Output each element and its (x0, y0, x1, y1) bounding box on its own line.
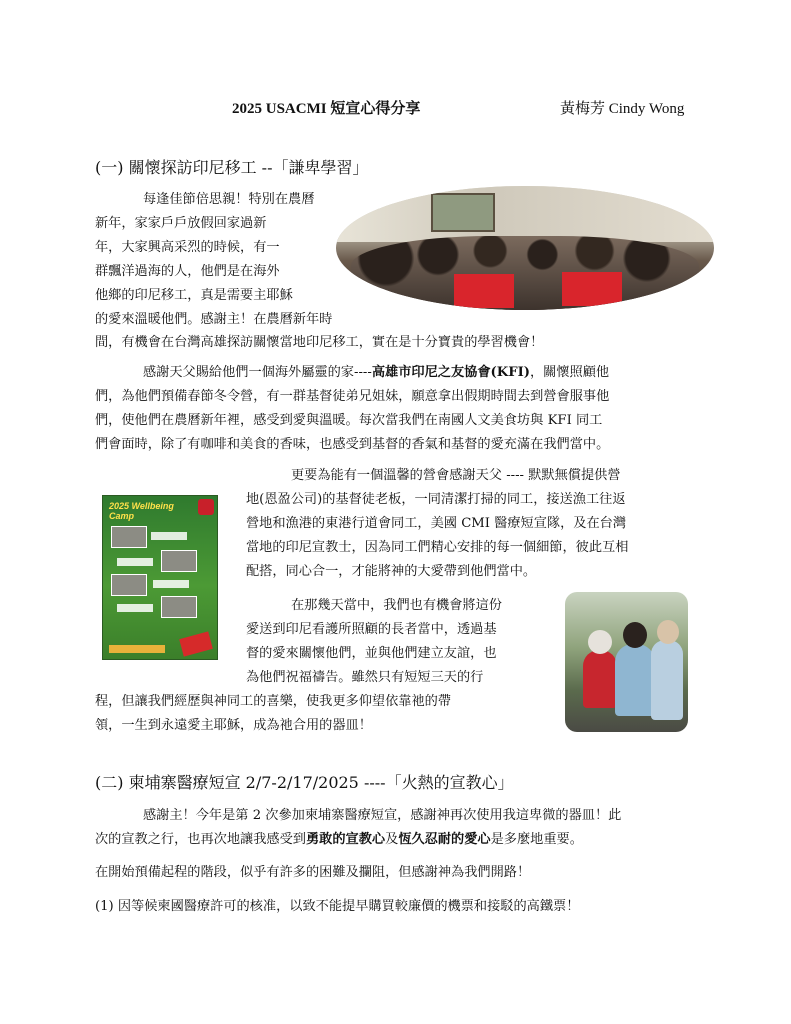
paragraph-line: 間，有機會在台灣高雄探訪關懷當地印尼移工，實在是十分寶貴的學習機會！ (95, 335, 544, 350)
paragraph-line: 在開始預備起程的階段，似乎有許多的困難及攔阻，但感謝神為我們開路！ (95, 865, 531, 880)
paragraph-line: 新年，家家戶戶放假回家過新 (95, 216, 267, 231)
kfi-logo (198, 499, 214, 515)
paragraph-line (143, 363, 609, 383)
camp-poster (102, 495, 218, 660)
paragraph-line: 程，但讓我們經歷與神同工的喜樂，使我更多仰望依靠祂的帶 (95, 694, 452, 709)
photo-wall (336, 186, 714, 242)
paragraph-line: 地(恩盈公司)的基督徒老板，一同清潔打掃的同工，接送漁工往返 (246, 492, 626, 507)
poster-label (117, 604, 153, 612)
poster-date-band (109, 645, 165, 653)
crowd (351, 236, 699, 310)
paragraph-line: 在那幾天當中，我們也有機會將這份 (291, 598, 502, 613)
paragraph-line: (1) 因等候柬國醫療許可的核准，以致不能提早購買較廉價的機票和接駁的高鐵票！ (95, 899, 580, 914)
paragraph-line: 督的愛來關懷他們，並與他們建立友誼，也 (246, 646, 497, 661)
person (657, 620, 679, 644)
person (588, 630, 612, 654)
person (583, 650, 617, 708)
poster-title: 2025 Wellbeing Camp (109, 501, 174, 521)
elderly-care-photo (565, 592, 688, 732)
group-photo (336, 186, 714, 310)
paragraph-line: 愛送到印尼看護所照顧的長者當中，透過基 (246, 622, 497, 637)
poster-label (117, 558, 153, 566)
text-run: 感謝天父賜給他們一個海外屬靈的家---- (143, 365, 372, 380)
paragraph-line: 配搭，同心合一，才能將神的大愛帶到他們當中。 (246, 564, 537, 579)
emphasis-text: 勇敢的宣教心 (306, 832, 386, 847)
paragraph-line: 營地和漁港的東港行道會同工，美國 CMI 醫療短宣隊，及在台灣 (246, 516, 627, 531)
paragraph-line: 為他們祝福禱告。雖然只有短短三天的行 (246, 670, 484, 685)
kfi-name: 高雄市印尼之友協會(KFI) (371, 365, 530, 380)
poster-label (151, 532, 187, 540)
person (615, 644, 655, 716)
paragraph-line: 的愛來溫暖他們。感謝主！在農曆新年時 (95, 312, 333, 327)
section2-heading: (二) 柬埔寨醫療短宣 2/7-2/17/2025 ----「火熱的宣教心」 (95, 773, 514, 792)
author-name: 黃梅芳 Cindy Wong (560, 101, 685, 117)
paragraph-line: 感謝主！今年是第 2 次參加柬埔寨醫療短宣，感謝神再次使用我這卑微的器皿！此 (143, 808, 622, 823)
text-run: ，關懷照顧他 (530, 365, 610, 380)
paragraph-line: 領，一生到永遠愛主耶穌，成為祂合用的器皿！ (95, 718, 372, 733)
paragraph-line: 每逢佳節倍思親！特別在農曆 (143, 192, 315, 207)
text-run: 及 (385, 832, 399, 847)
paragraph-line: 更要為能有一個溫馨的營會感謝天父 ---- 默默無償提供營 (291, 468, 621, 483)
text-run: 是多麼地重要。 (490, 832, 583, 847)
poster-stamp (179, 631, 213, 656)
paragraph-line: 們，使他們在農曆新年裡，感受到愛與溫暖。每次當我們在南國人文美食坊與 KFI 同工 (95, 413, 603, 428)
paragraph-line: 年，大家興高采烈的時候，有一 (95, 240, 280, 255)
wall-painting (431, 193, 495, 232)
poster-label (153, 580, 189, 588)
group-photo-banner (454, 274, 514, 308)
paragraph-line: 當地的印尼宣教士，因為同工們精心安排的每一個細節，彼此互相 (246, 540, 629, 555)
person (651, 640, 683, 720)
poster-photo (111, 526, 147, 548)
poster-photo (161, 550, 197, 572)
text-run: 次的宣教之行，也再次地讓我感受到 (95, 832, 306, 847)
paragraph-line: 們會面時，除了有咖啡和美食的香味，也感受到基督的香氣和基督的愛充滿在我們當中。 (95, 437, 610, 452)
poster-photo (111, 574, 147, 596)
document-title: 2025 USACMI 短宣心得分享 (232, 101, 421, 117)
emphasis-text: 恆久忍耐的愛心 (398, 832, 491, 847)
group-photo-banner (562, 272, 622, 306)
paragraph-line (95, 830, 583, 850)
paragraph-line: 們，為他們預備春節冬令營，有一群基督徒弟兄姐妹，願意拿出假期時間去到營會服事他 (95, 389, 610, 404)
paragraph-line: 群飄洋過海的人，他們是在海外 (95, 264, 280, 279)
paragraph-line: 他鄉的印尼移工，真是需要主耶穌 (95, 288, 293, 303)
poster-photo (161, 596, 197, 618)
section1-heading: (一) 關懷探訪印尼移工 --「謙卑學習」 (95, 158, 369, 177)
person (623, 622, 647, 648)
